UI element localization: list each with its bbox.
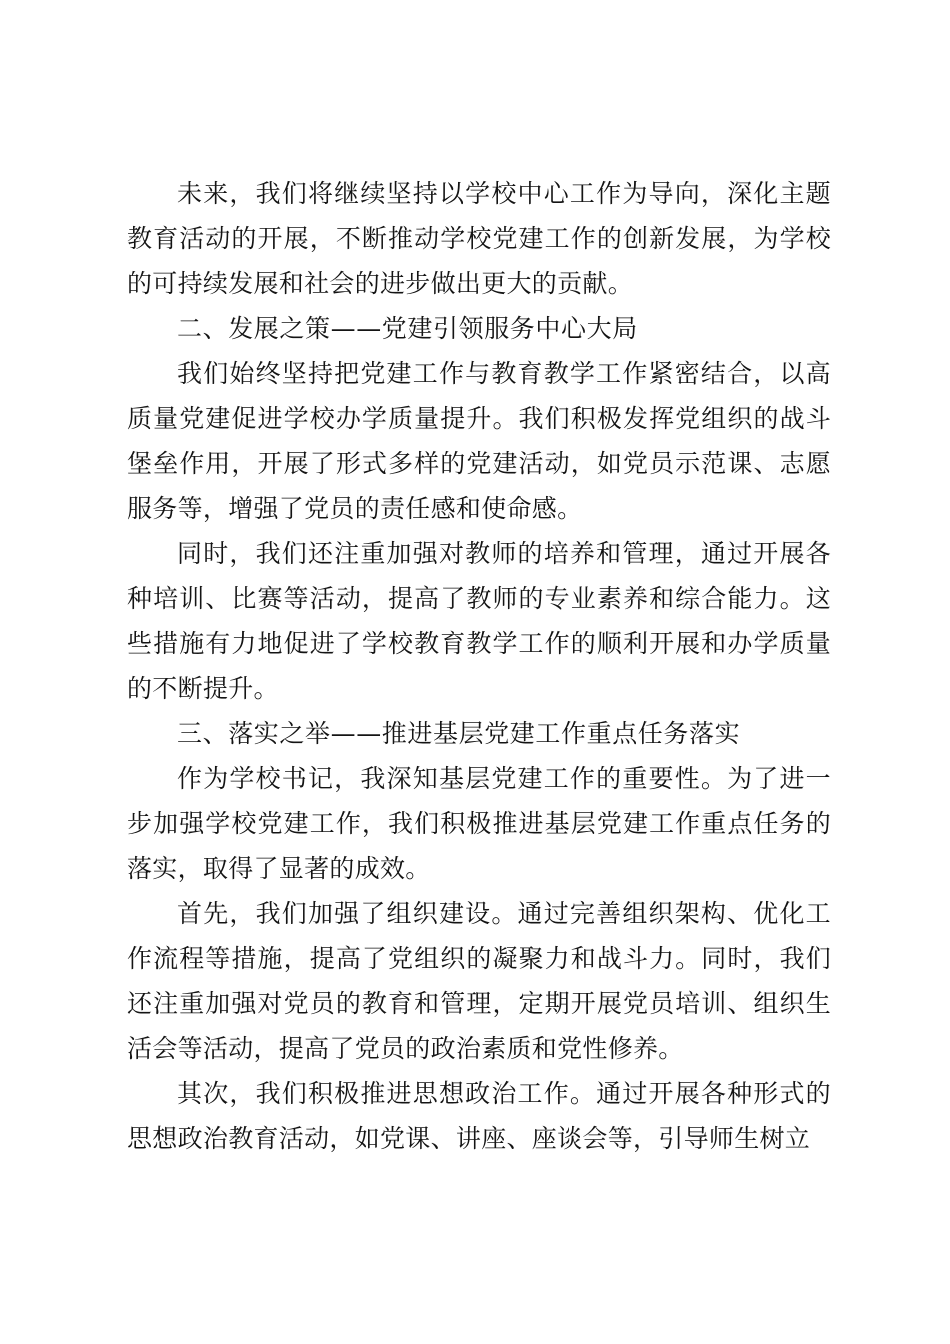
paragraph-future-outlook: 未来，我们将继续坚持以学校中心工作为导向，深化主题教育活动的开展，不断推动学校党建工作的创新发展，为学校的可持续发展和社会的进步做出更大的贡献。 [127, 179, 831, 298]
section-heading-3: 三、落实之举——推进基层党建工作重点任务落实 [177, 719, 741, 748]
document-body [127, 171, 831, 1161]
paragraph-teacher-training: 同时，我们还注重加强对教师的培养和管理，通过开展各种培训、比赛等活动，提高了教师的专业素养和综合能力。这些措施有力地促进了学校教育教学工作的顺利开展和办学质量的不断提升。 [127, 539, 831, 703]
section-heading-2: 二、发展之策——党建引领服务中心大局 [177, 314, 638, 343]
paragraph-ideological-work: 其次，我们积极推进思想政治工作。通过开展各种形式的思想政治教育活动，如党课、讲座、座谈会等，引导师生树立 [127, 1079, 831, 1153]
paragraph-party-building-integration: 我们始终坚持把党建工作与教育教学工作紧密结合，以高质量党建促进学校办学质量提升。我们积极发挥党组织的战斗堡垒作用，开展了形式多样的党建活动，如党员示范课、志愿服务等，增强了党员的责任感和使命感。 [127, 359, 831, 523]
paragraph-secretary-role: 作为学校书记，我深知基层党建工作的重要性。为了进一步加强学校党建工作，我们积极推进基层党建工作重点任务的落实，取得了显著的成效。 [127, 764, 831, 883]
paragraph-organization-building: 首先，我们加强了组织建设。通过完善组织架构、优化工作流程等措施，提高了党组织的凝聚力和战斗力。同时，我们还注重加强对党员的教育和管理，定期开展党员培训、组织生活会等活动，提高了党员的政治素质和党性修养。 [127, 899, 831, 1063]
